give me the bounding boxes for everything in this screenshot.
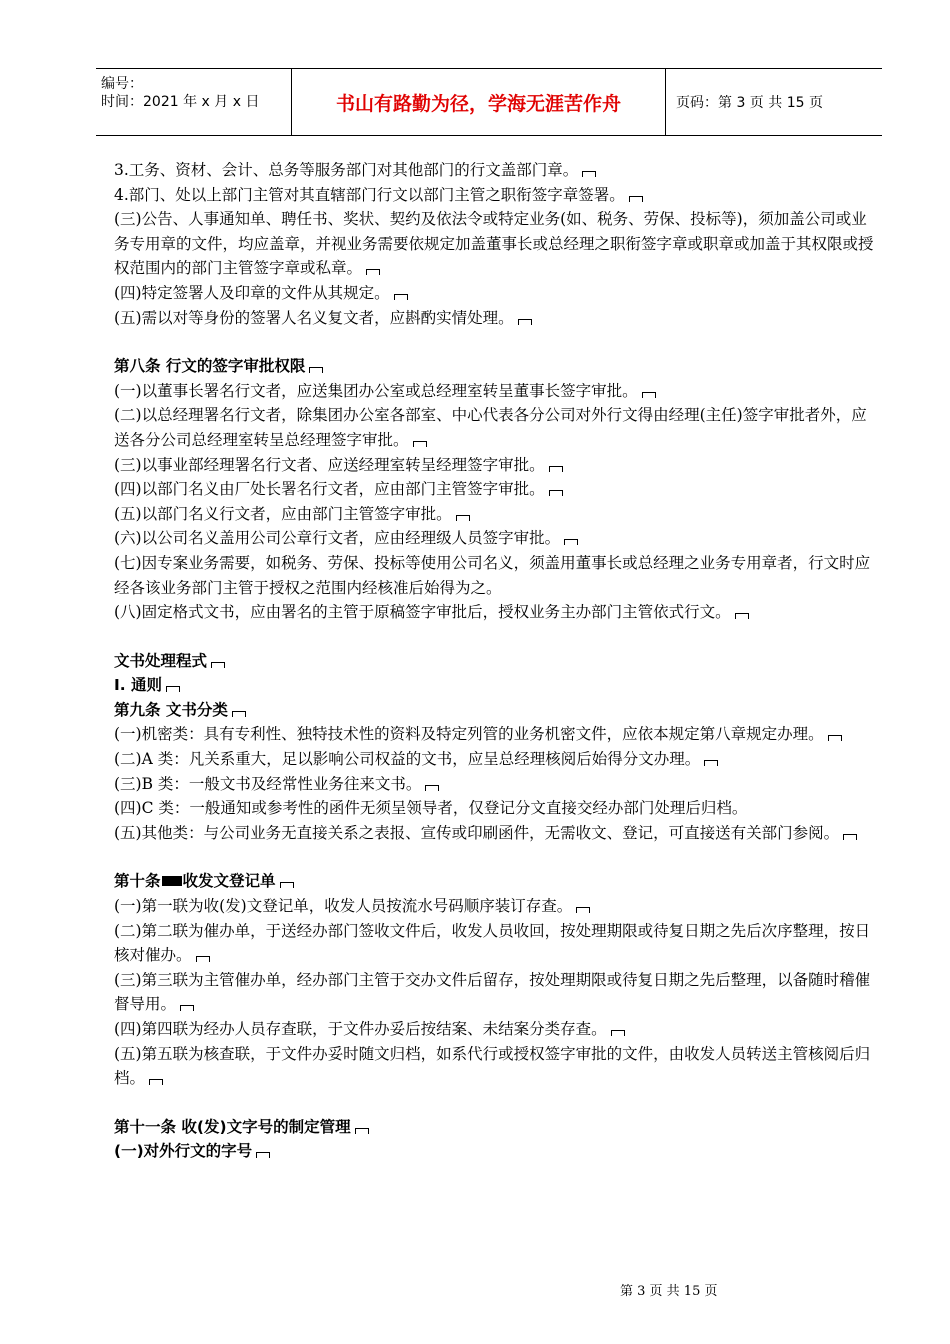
paragraph-text: 4.部门、处以上部门主管对其直辖部门行文以部门主管之职衔签字章签署。 — [114, 185, 625, 204]
paragraph-text: 文书处理程式 — [114, 651, 208, 670]
paragraph — [114, 1042, 874, 1091]
paragraph-mark-icon — [828, 735, 842, 741]
paragraph-mark-icon — [582, 171, 596, 177]
paragraph — [114, 379, 874, 404]
paragraph-mark-icon — [394, 294, 408, 300]
paragraph-text: (三)B 类：一般文书及经常性业务往来文书。 — [114, 774, 422, 793]
paragraph-mark-icon — [166, 686, 180, 692]
time-label: 时间：2021 年 x 月 x 日 — [101, 94, 260, 110]
page-footer: 第 3 页 共 15 页 — [620, 1284, 718, 1299]
paragraph — [114, 306, 874, 331]
page-info: 页码：第 3 页 共 15 页 — [676, 95, 823, 111]
paragraph-mark-icon — [355, 1128, 369, 1134]
paragraph-gap — [114, 845, 874, 869]
paragraph — [114, 183, 874, 208]
paragraph — [114, 551, 874, 600]
paragraph-mark-icon — [704, 760, 718, 766]
paragraph-mark-icon — [413, 441, 427, 447]
paragraph — [114, 747, 874, 772]
paragraph-mark-icon — [456, 515, 470, 521]
paragraph-gap — [114, 625, 874, 649]
paragraph — [114, 281, 874, 306]
paragraph-mark-icon — [256, 1152, 270, 1158]
paragraph — [114, 821, 874, 846]
paragraph-mark-icon — [280, 882, 294, 888]
paragraph-text: (五)需以对等身份的签署人名义复文者，应斟酌实情处理。 — [114, 308, 514, 327]
paragraph-text: (四)C 类：一般通知或参考性的函件无须呈领导者，仅登记分文直接交经办部门处理后归档。 — [114, 799, 748, 818]
paragraph — [114, 772, 874, 797]
black-block-glyph — [162, 876, 182, 886]
section-heading — [114, 354, 874, 379]
section-heading — [114, 673, 874, 698]
paragraph-text: (三)公告、人事通知单、聘任书、奖状、契约及依法令或特定业务(如、税务、劳保、投标等)，须加盖公司或业务专用章的文件，均应盖章，并视业务需要依规定加盖董事长或总经理之职衔签字章或职章或加盖于其权限或授权范围内的部门主管签字章或私章。 — [114, 210, 874, 278]
paragraph-text: (四)以部门名义由厂处长署名行文者，应由部门主管签字审批。 — [114, 480, 545, 499]
paragraph-text: (四)特定签署人及印章的文件从其规定。 — [114, 283, 390, 302]
paragraph-text: (三)第三联为主管催办单，经办部门主管于交办文件后留存，按处理期限或待复日期之先后整理，以备随时稽催督导用。 — [114, 970, 871, 1014]
header-table — [96, 68, 882, 136]
paragraph — [114, 403, 874, 452]
paragraph-mark-icon — [211, 662, 225, 668]
number-label: 编号： — [101, 76, 143, 92]
paragraph-mark-icon — [232, 711, 246, 717]
paragraph-text: (五)其他类：与公司业务无直接关系之表报、宣传或印刷函件，无需收文、登记，可直接送有关部门参阅。 — [114, 823, 840, 842]
paragraph-text: (七)因专案业务需要，如税务、劳保、投标等使用公司名义，须盖用董事长或总经理之业务专用章者，行文时应经各该业务部门主管于授权之范围内经核准后始得为之。 — [114, 553, 871, 597]
section-heading — [114, 1139, 874, 1164]
paragraph-text: (一)机密类：具有专利性、独特技术性的资料及特定列管的业务机密文件，应依本规定第八章规定办理。 — [114, 725, 824, 744]
motto: 书山有路勤为径，学海无涯苦作舟 — [292, 69, 666, 135]
paragraph-mark-icon — [843, 834, 857, 840]
heading-text: 收发文登记单 — [182, 872, 276, 891]
section-heading — [114, 1115, 874, 1140]
paragraph-mark-icon — [549, 490, 563, 496]
paragraph — [114, 722, 874, 747]
paragraph — [114, 919, 874, 968]
paragraph-mark-icon — [611, 1030, 625, 1036]
paragraph — [114, 502, 874, 527]
paragraph — [114, 207, 874, 281]
paragraph — [114, 894, 874, 919]
paragraph-text: (一)以董事长署名行文者，应送集团办公室或总经理室转呈董事长签字审批。 — [114, 381, 638, 400]
paragraph-text: (八)固定格式文书，应由署名的主管于原稿签字审批后，授权业务主办部门主管依式行文。 — [114, 603, 731, 622]
paragraph — [114, 526, 874, 551]
section-heading — [114, 869, 874, 894]
paragraph-text: (三)以事业部经理署名行文者、应送经理室转呈经理签字审批。 — [114, 455, 545, 474]
paragraph-text: (四)第四联为经办人员存查联，于文件办妥后按结案、未结案分类存查。 — [114, 1020, 607, 1038]
header-meta-cell — [96, 69, 292, 135]
paragraph-mark-icon — [366, 269, 380, 275]
section-heading — [114, 698, 874, 723]
paragraph-mark-icon — [149, 1079, 163, 1085]
paragraph-text: (二)第二联为催办单，于送经办部门签收文件后，收发人员收回，按处理期限或待复日期之先后次序整理，按日核对催办。 — [114, 921, 871, 965]
paragraph-text: 3.工务、资材、会计、总务等服务部门对其他部门的行文盖部门章。 — [114, 161, 579, 179]
paragraph — [114, 453, 874, 478]
paragraph-mark-icon — [564, 539, 578, 545]
paragraph — [114, 1017, 874, 1042]
paragraph-gap — [114, 330, 874, 354]
document-body — [114, 158, 874, 1164]
paragraph — [114, 477, 874, 502]
paragraph-text: (一)第一联为收(发)文登记单，收发人员按流水号码顺序装订存查。 — [114, 897, 573, 916]
paragraph — [114, 600, 874, 625]
paragraph — [114, 796, 874, 821]
paragraph-text: (五)第五联为核查联，于文件办妥时随文归档，如系代行或授权签字审批的文件，由收发人员转送主管核阅后归档。 — [114, 1044, 871, 1088]
section-heading — [114, 649, 874, 674]
paragraph-gap — [114, 1091, 874, 1115]
paragraph-mark-icon — [425, 785, 439, 791]
paragraph-text: (五)以部门名义行文者，应由部门主管签字审批。 — [114, 504, 452, 523]
heading-text: 第十条 — [114, 872, 161, 891]
paragraph-text: (二)A 类：凡关系重大，足以影响公司权益的文书，应呈总经理核阅后始得分文办理。 — [114, 750, 701, 769]
paragraph-mark-icon — [629, 196, 643, 202]
paragraph-mark-icon — [549, 466, 563, 472]
paragraph-mark-icon — [518, 319, 532, 325]
paragraph-mark-icon — [180, 1005, 194, 1011]
paragraph-text: 第九条 文书分类 — [114, 700, 228, 719]
paragraph-text: (六)以公司名义盖用公司公章行文者，应由经理级人员签字审批。 — [114, 529, 561, 548]
paragraph-text: 第十一条 收(发)文字号的制定管理 — [114, 1117, 351, 1136]
paragraph-text: Ⅰ. 通则 — [114, 676, 163, 695]
paragraph-mark-icon — [576, 907, 590, 913]
paragraph-mark-icon — [735, 613, 749, 619]
paragraph-mark-icon — [309, 367, 323, 373]
paragraph-mark-icon — [196, 956, 210, 962]
paragraph-text: 第八条 行文的签字审批权限 — [114, 357, 306, 376]
paragraph-text: (一)对外行文的字号 — [114, 1142, 253, 1161]
paragraph — [114, 968, 874, 1017]
paragraph — [114, 158, 874, 183]
paragraph-text: (二)以总经理署名行文者，除集团办公室各部室、中心代表各分公司对外行文得由经理(主任)签字审批者外，应送各分公司总经理室转呈总经理签字审批。 — [114, 406, 867, 449]
paragraph-mark-icon — [642, 392, 656, 398]
